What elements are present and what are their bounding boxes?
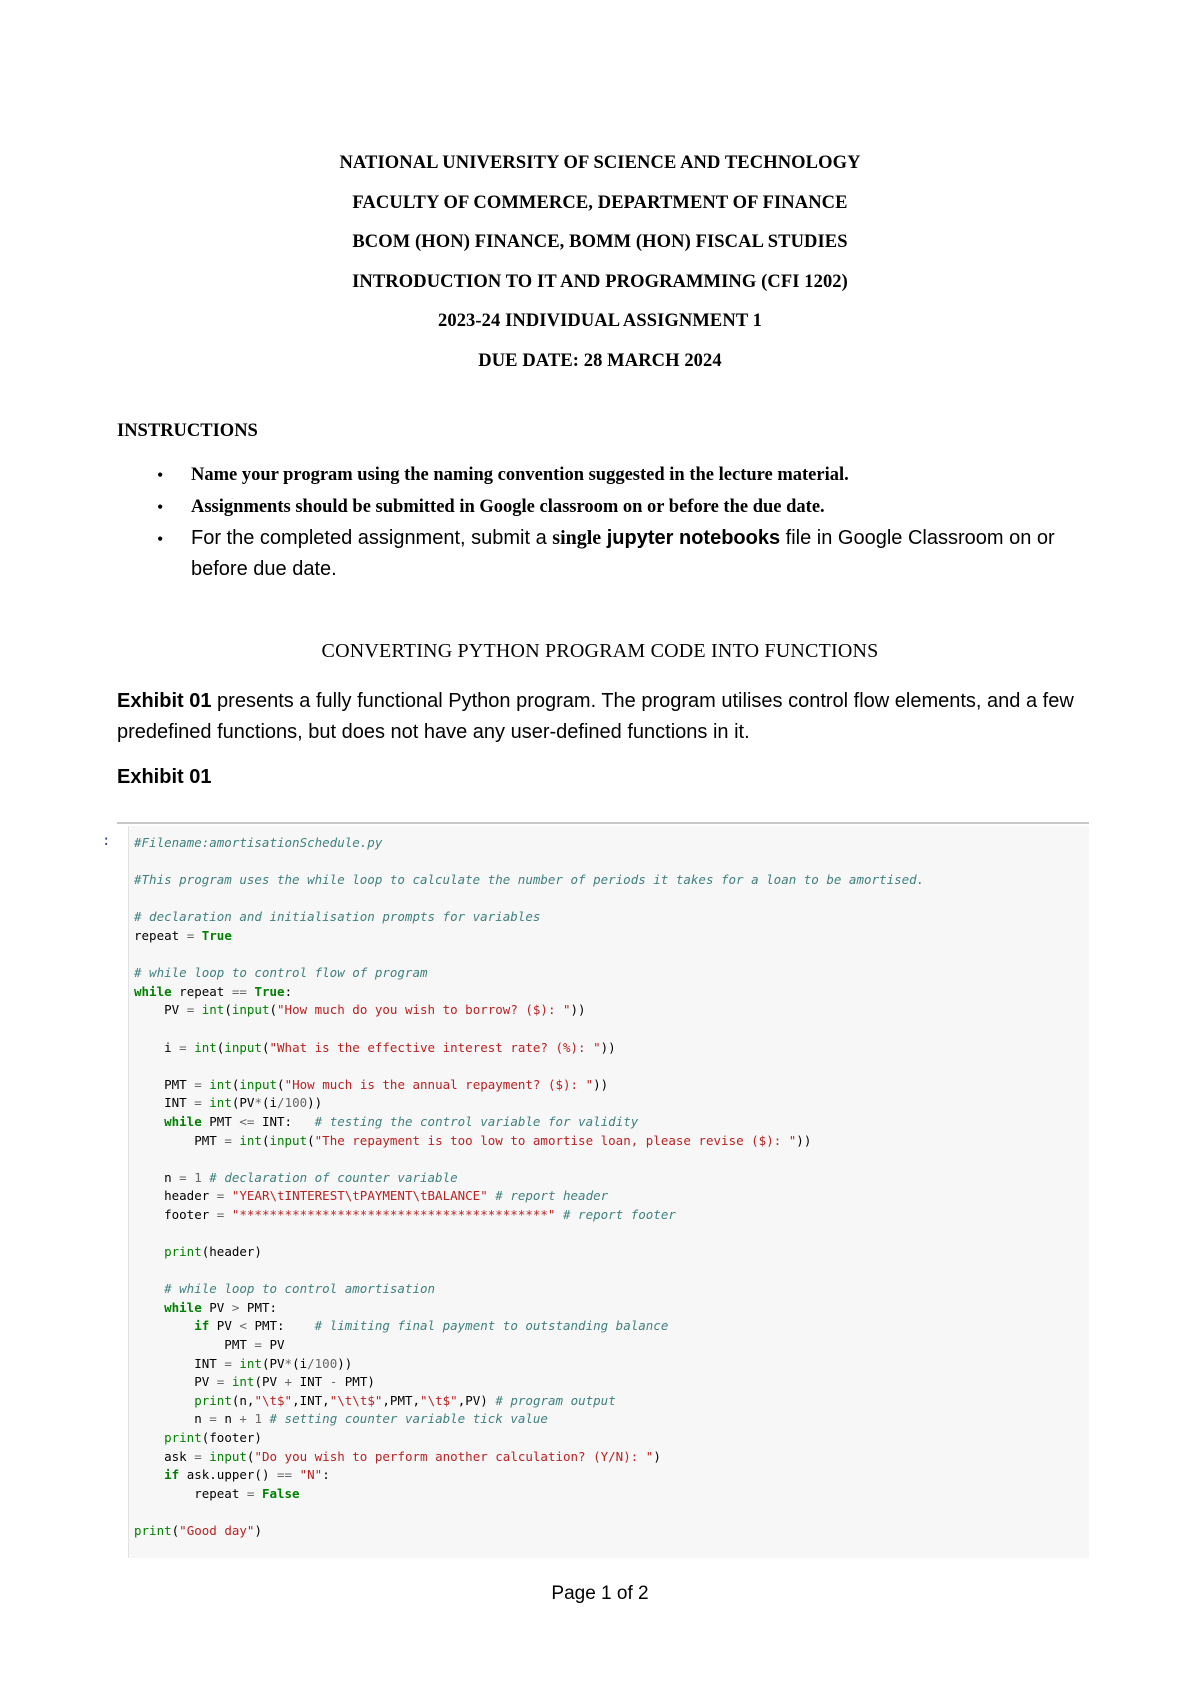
code-line: #This program uses the while loop to calculate the number of periods it takes for a loan to be amortised. bbox=[134, 872, 925, 888]
instructions-heading: INSTRUCTIONS bbox=[117, 421, 258, 441]
cell-divider bbox=[117, 822, 1089, 824]
code-line: PMT = int(input("The repayment is too low to amortise loan, please revise ($): ")) bbox=[134, 1132, 812, 1148]
exhibit-label: Exhibit 01 bbox=[117, 766, 212, 788]
code-line: INT = int(PV*(i/100)) bbox=[134, 1355, 353, 1371]
course-name: INTRODUCTION TO IT AND PROGRAMMING (CFI 1202) bbox=[352, 271, 848, 292]
bullet-icon: • bbox=[157, 465, 164, 485]
code-line bbox=[134, 1057, 1089, 1076]
code-line: n = n + 1 # setting counter variable tick value bbox=[134, 1411, 548, 1427]
instruction-text-part: For the completed assignment, submit a bbox=[191, 527, 553, 549]
bullet-icon: • bbox=[157, 497, 164, 517]
programme-name: BCOM (HON) FINANCE, BOMM (HON) FISCAL STUDIES bbox=[352, 232, 848, 252]
code-line: print("Good day") bbox=[134, 1522, 262, 1538]
document-header bbox=[0, 144, 1200, 381]
instruction-text bbox=[191, 523, 1110, 585]
list-item bbox=[157, 491, 1110, 523]
assignment-title: 2023-24 INDIVIDUAL ASSIGNMENT 1 bbox=[438, 311, 762, 331]
code-line: if PV < PMT: # limiting final payment to outstanding balance bbox=[194, 1318, 669, 1334]
code-line bbox=[134, 1150, 1089, 1169]
code-line: header = "YEAR\tINTEREST\tPAYMENT\tBALANCE" # report header bbox=[134, 1188, 609, 1204]
code-line: PV = int(PV + INT - PMT) bbox=[134, 1374, 375, 1390]
jupyter-emphasis: jupyter notebooks bbox=[606, 527, 781, 549]
list-item bbox=[157, 459, 1110, 491]
code-block bbox=[129, 826, 1089, 1541]
instruction-text: Name your program using the naming convention suggested in the lecture material. bbox=[191, 465, 849, 485]
code-line bbox=[134, 890, 1089, 909]
code-line: # declaration and initialisation prompts for variables bbox=[134, 909, 541, 925]
code-line: print(n,"\t$",INT,"\t\t$",PMT,"\t$",PV) # program output bbox=[194, 1392, 616, 1408]
code-line: PMT = int(input("How much is the annual repayment? ($): ")) bbox=[134, 1076, 609, 1092]
list-item bbox=[157, 523, 1110, 585]
code-line: # while loop to control flow of program bbox=[134, 965, 428, 981]
code-line: INT = int(PV*(i/100)) bbox=[134, 1095, 323, 1111]
code-line bbox=[134, 853, 1089, 872]
code-line: #Filename:amortisationSchedule.py bbox=[134, 835, 383, 850]
code-line: while PV > PMT: bbox=[164, 1299, 278, 1315]
code-cell bbox=[128, 826, 1089, 1558]
code-line: footer = "*****************************************" # report footer bbox=[134, 1206, 676, 1222]
instruction-text-part: file in Google Classroom on or before due date. bbox=[191, 527, 1055, 580]
code-line: # while loop to control amortisation bbox=[164, 1281, 436, 1297]
code-line: PMT = PV bbox=[134, 1337, 285, 1353]
code-line: print(header) bbox=[164, 1244, 262, 1260]
code-line: while PMT <= INT: # testing the control variable for validity bbox=[164, 1113, 639, 1129]
code-line: repeat = False bbox=[134, 1485, 300, 1501]
code-line bbox=[134, 1503, 1089, 1522]
paragraph-text: presents a fully functional Python program. The program utilises control flow elements, and a few predefined functions, but does not have any user-defined functions in it. bbox=[117, 690, 1074, 743]
single-emphasis: single bbox=[552, 527, 602, 549]
due-date: DUE DATE: 28 MARCH 2024 bbox=[478, 350, 722, 371]
faculty-name: FACULTY OF COMMERCE, DEPARTMENT OF FINANCE bbox=[352, 192, 848, 213]
code-line: ask = input("Do you wish to perform another calculation? (Y/N): ") bbox=[134, 1448, 661, 1464]
code-line bbox=[134, 1224, 1089, 1243]
intro-paragraph bbox=[117, 686, 1097, 748]
code-line: while repeat == True: bbox=[134, 983, 293, 999]
section-title: CONVERTING PYTHON PROGRAM CODE INTO FUNCTIONS bbox=[321, 640, 879, 662]
page-number: Page 1 of 2 bbox=[551, 1583, 649, 1604]
code-line bbox=[134, 946, 1089, 965]
code-line: PV = int(input("How much do you wish to borrow? ($): ")) bbox=[134, 1002, 586, 1018]
code-line: if ask.upper() == "N": bbox=[164, 1467, 330, 1483]
university-name: NATIONAL UNIVERSITY OF SCIENCE AND TECHNOLOGY bbox=[339, 153, 861, 173]
code-line: print(footer) bbox=[164, 1430, 262, 1445]
instructions-list bbox=[157, 459, 1110, 585]
code-line bbox=[134, 1020, 1089, 1039]
bullet-icon: • bbox=[157, 529, 164, 549]
code-line: repeat = True bbox=[134, 927, 232, 943]
cell-prompt: : bbox=[102, 833, 111, 849]
instruction-text: Assignments should be submitted in Google classroom on or before the due date. bbox=[191, 497, 825, 517]
code-line: n = 1 # declaration of counter variable bbox=[134, 1169, 458, 1185]
exhibit-reference: Exhibit 01 bbox=[117, 690, 212, 712]
code-line bbox=[134, 1262, 1089, 1281]
code-line: i = int(input("What is the effective interest rate? (%): ")) bbox=[134, 1039, 616, 1055]
